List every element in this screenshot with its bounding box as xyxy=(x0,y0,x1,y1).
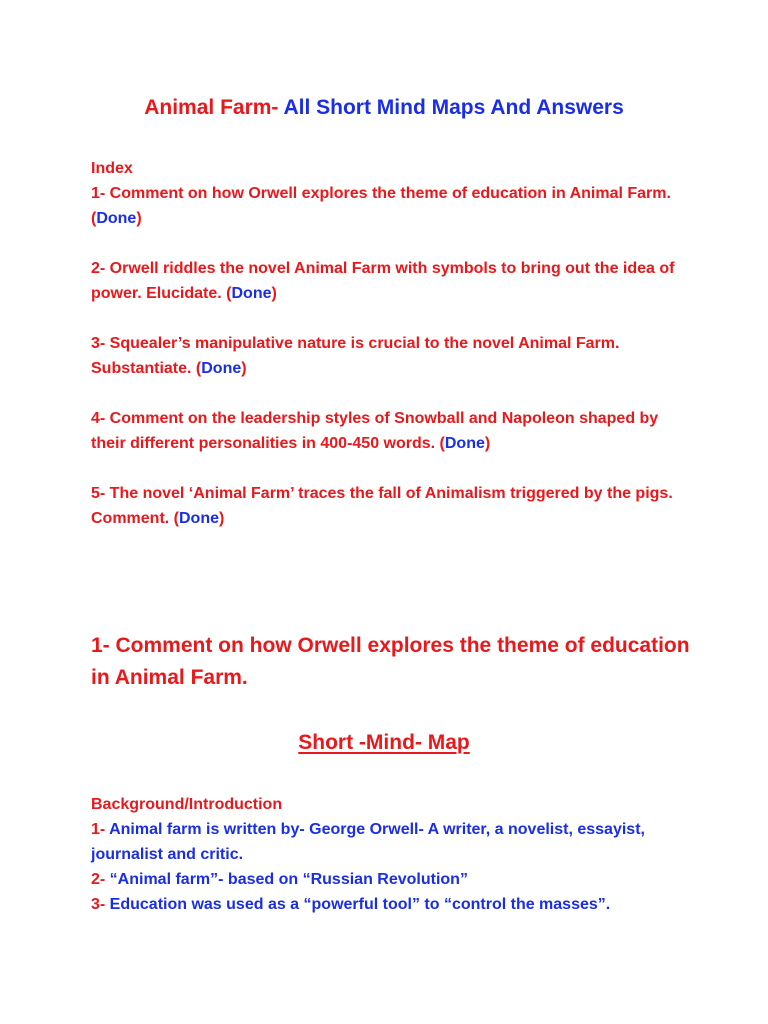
close-paren: ) xyxy=(241,360,247,377)
index-item-text: 1- Comment on how Orwell explores the theme of education in Animal Farm. ( xyxy=(91,185,671,227)
index-item-5 xyxy=(91,481,691,531)
point-number: 3- xyxy=(91,896,106,913)
point-number: 1- xyxy=(91,821,106,838)
background-point-2 xyxy=(91,867,691,892)
document-title xyxy=(0,94,768,122)
mind-map-title xyxy=(0,728,768,758)
done-status: Done xyxy=(444,435,485,452)
section-heading: 1- Comment on how Orwell explores the theme of education in Animal Farm. xyxy=(91,634,690,689)
index-label: Index xyxy=(91,160,133,177)
index-item-1 xyxy=(91,181,691,231)
index-item-text: 3- Squealer’s manipulative nature is crucial to the novel Animal Farm. Substantiate. ( xyxy=(91,335,620,377)
title-part-1: Animal Farm- xyxy=(144,96,284,119)
close-paren: ) xyxy=(136,210,142,227)
index-item-text: 4- Comment on the leadership styles of Snowball and Napoleon shaped by their different personalities in 400-450 words. ( xyxy=(91,410,659,452)
close-paren: ) xyxy=(484,435,491,452)
done-status: Done xyxy=(96,210,137,227)
close-paren: ) xyxy=(219,510,225,527)
close-paren: ) xyxy=(271,285,277,302)
mind-map-title-text: Short -Mind- Map xyxy=(298,731,470,754)
background-point-3 xyxy=(91,892,691,917)
index-item-2 xyxy=(91,256,691,306)
index-section xyxy=(91,156,691,556)
index-item-3 xyxy=(91,331,691,381)
index-item-text: 2- Orwell riddles the novel Animal Farm with symbols to bring out the idea of power. Elucidate. ( xyxy=(91,260,675,302)
done-status: Done xyxy=(231,285,272,302)
point-text: Education was used as a “powerful tool” to “control the masses”. xyxy=(105,896,611,913)
done-status: Done xyxy=(179,510,219,527)
index-item-text: 5- The novel ‘Animal Farm’ traces the fall of Animalism triggered by the pigs. Comment. ( xyxy=(91,485,673,527)
done-status: Done xyxy=(201,360,242,377)
background-section xyxy=(91,792,691,917)
title-part-2: All Short Mind Maps And Answers xyxy=(283,96,624,119)
background-point-1 xyxy=(91,817,691,867)
point-text: Animal farm is written by- George Orwell- A writer, a novelist, essayist, journalist and critic. xyxy=(91,821,645,863)
point-text: “Animal farm”- based on “Russian Revolution” xyxy=(105,871,468,888)
point-number: 2- xyxy=(91,871,106,888)
background-label: Background/Introduction xyxy=(91,796,283,813)
index-item-4 xyxy=(91,406,691,456)
